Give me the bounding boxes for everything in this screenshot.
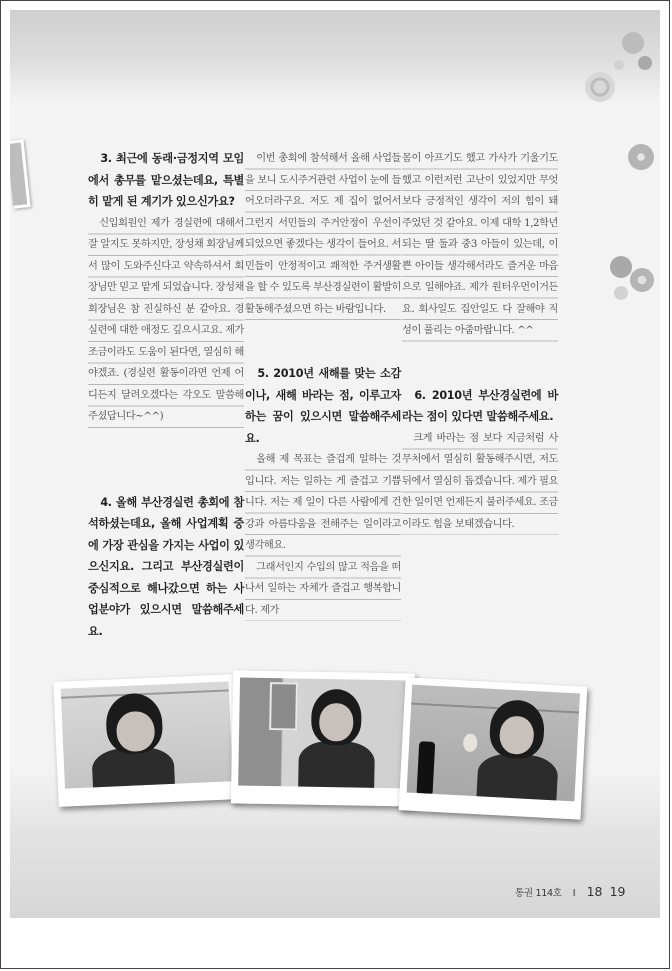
interview-question-4: 4. 올해 부산경실련 총회에 참석하셨는데요, 올해 사업계획 중에 가장 관심을 가지는 사업이 있으신지요. 그리고 부산경실련이 중심적으로 해나갔으면 하는 사업분야가 있으시면 말씀해주세요. bbox=[88, 495, 244, 638]
footer-separator: I bbox=[572, 888, 576, 899]
interview-question-3: 3. 최근에 동래·금정지역 모임에서 총무를 맡으셨는데요, 특별히 맡게 된 계기가 있으신가요? bbox=[88, 152, 244, 208]
interview-photo-3 bbox=[399, 677, 588, 819]
interview-answer-5: 올해 제 목표는 즐겁게 일하는 것입니다. 저는 일하는 게 즐겁고 기쁩니다. 저는 제 일이 다른 사람에게 건강과 아름다움을 전해주는 일이라고 생각해요. bbox=[245, 449, 401, 557]
interview-answer-5-cont: 그래서인지 수입의 많고 적음을 떠나서 일하는 자체가 즐겁고 행복합니다. 제가 bbox=[245, 557, 401, 622]
magazine-page bbox=[10, 10, 660, 918]
text-column-3 bbox=[402, 148, 558, 535]
issue-number: 통권 114호 bbox=[515, 888, 562, 899]
interview-question-6: 6. 2010년 부산경실련에 바라는 점이 있다면 말씀해주세요. bbox=[402, 388, 558, 423]
interview-question-5: 5. 2010년 새해를 맞는 소감이나, 새해 바라는 점, 이루고자 하는 꿈이 있으시면 말씀해주세요. bbox=[245, 367, 401, 445]
interview-photo-2 bbox=[231, 670, 415, 806]
interview-photo-1 bbox=[53, 674, 240, 807]
page-number-left: 18 bbox=[586, 884, 603, 899]
interview-answer-3: 신입회원인 제가 경실련에 대해서 잘 알지도 못하지만, 장성채 회장님께서 많이 도와주신다고 약속하셔서 회장님만 믿고 맡게 되었습니다. 장성채 회장님은 참 진실하신 분 같아요. 경실련에 대한 애정도 깊으시고요. 제가 조금이라도 도움이 된다면, 열심히 해야겠죠. (경실련 활동이라면 언제 어디든지 달려오겠다는 각오도 말씀해주셨답니다~^^) bbox=[88, 213, 244, 428]
text-column-1 bbox=[88, 148, 244, 642]
cropped-photo-edge bbox=[10, 139, 31, 208]
interview-answer-6: 크게 바라는 점 보다 지금처럼 사무처에서 열심히 활동해주시면, 저도 뒤에서 열심히 돕겠습니다. 제가 필요한 일이면 언제든지 불러주세요. 조금이라도 힘을 보태겠습니다. bbox=[402, 428, 558, 536]
interview-answer-4: 이번 총회에 참석해서 올해 사업들을 보니 도시주거관련 사업이 눈에 들어오더라구요. 저도 제 집이 없어서 그런지 서민들의 주거안정이 우선이 되었으면 좋겠다는 생각이 들어요. 서민들이 안정적이고 쾌적한 주거생활을 할 수 있도록 부산경실련이 활발히 활동해주셨으면 하는 바람입니다. bbox=[245, 148, 401, 320]
page-number-right: 19 bbox=[609, 884, 626, 899]
text-column-2 bbox=[245, 148, 401, 621]
interview-answer-5-end: 몸이 아프기도 했고 가사가 기울기도 했고 이런저런 고난이 있었지만 무엇보다 긍정적인 생각이 저의 힘이 돼 주었던 것 같아요. 이제 대학 1,2학년 되는 딸 둘과 중3 아들이 있는데, 이쁜 아이들 생각해서라도 즐거운 마음으로 일해야죠. 제가 원터우먼이거든요. 회사일도 집안일도 다 잘해야 직성이 풀리는 아줌마랍니다. ^^ bbox=[402, 148, 558, 342]
header-texture bbox=[10, 10, 660, 102]
page-footer bbox=[515, 881, 626, 900]
